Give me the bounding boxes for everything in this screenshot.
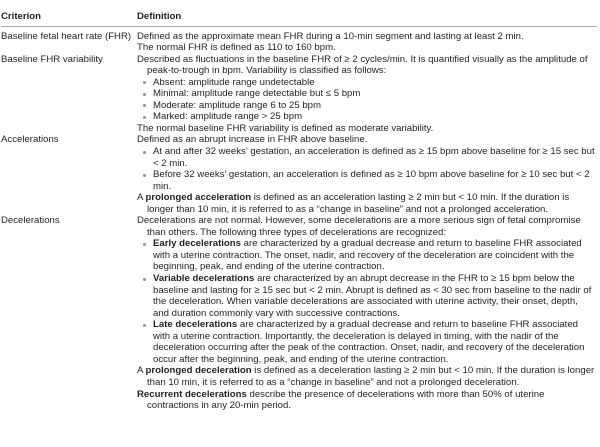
bullet-text: Moderate: amplitude range 6 to 25 bpm [153,99,321,111]
prefix-text: A [137,192,146,204]
definition-cell [137,215,597,411]
bullet-icon [143,93,146,96]
bullet-item-early-decelerations [137,238,595,273]
bullet-icon [143,174,146,177]
bullet-text: Minimal: amplitude range detectable but ≤ 5 bpm [153,88,361,100]
table-header-row [1,11,597,27]
prolonged-acceleration-paragraph [137,192,595,215]
bullet-icon [143,324,146,327]
bullet-text: Absent: amplitude range undetectable [153,76,315,88]
bullet-icon [143,81,146,84]
prefix-text: A [137,365,146,377]
definition-paragraph: Defined as the approximate mean FHR during a 10-min segment and lasting at least 2 min. [137,30,524,42]
table-row-baseline-variability [1,54,597,135]
term-late-decelerations: Late decelerations [153,319,238,331]
bullet-item [137,146,595,169]
term-definition: is defined as a deceleration lasting ≥ 2 min but < 10 min. If the duration is longer than 10 min, it is referred to as a “change in baseline” and not a prolonged deceleration. [147,365,595,388]
criterion-cell: Baseline FHR variability [1,53,103,65]
header-criterion: Criterion [1,11,41,22]
term-definition: are characterized by an abrupt decrease in the FHR to ≥ 15 bpm below the baseline and lasting for ≥ 15 sec but < 2 min. Abrupt is defined as < 30 sec from baseline to the nadir of the deceleration. When variable decelerations are associated with uterine activity, their onset, depth, and duration commonly vary with successive contractions. [153,273,592,319]
bullet-icon [143,243,146,246]
bullet-item [137,88,595,100]
term-prolonged-acceleration: prolonged acceleration [145,192,252,204]
table-row-accelerations [1,134,597,215]
bullet-text: At and after 32 weeks’ gestation, an acceleration is defined as ≥ 15 bpm above baseline for ≥ 15 sec but < 2 min. [153,146,595,169]
bullet-item-variable-decelerations [137,273,595,319]
definition-cell [137,134,597,215]
definition-paragraph: The normal FHR is defined as 110 to 160 bpm. [137,42,336,54]
term-variable-decelerations: Variable decelerations [153,273,255,285]
definition-cell [137,31,597,54]
prolonged-deceleration-paragraph [137,365,595,388]
bullet-icon [143,116,146,119]
term-early-decelerations: Early decelerations [153,238,241,250]
recurrent-decelerations-paragraph [137,389,595,412]
definition-intro: Described as fluctuations in the baseline FHR of ≥ 2 cycles/min. It is quantified visually as the amplitude of peak-to-trough in bpm. Variability is classified as follows: [137,53,588,77]
term-prolonged-deceleration: prolonged deceleration [145,365,252,377]
term-definition: is defined as an acceleration lasting ≥ 2 min but < 10 min. If the duration is longer than 10 min, it is referred to as a “change in baseline” and not a prolonged acceleration. [147,192,570,215]
term-definition: are characterized by a gradual decrease and return to baseline FHR associated with a uterine contraction. The onset, nadir, and recovery of the deceleration are coincident with the beginning, peak, and ending of the uterine contraction. [153,238,582,273]
bullet-icon [143,151,146,154]
bullet-item [137,111,595,123]
term-recurrent-decelerations: Recurrent decelerations [137,388,247,400]
definition-cell [137,54,597,135]
bullet-icon [143,104,146,107]
header-definition: Definition [137,11,182,22]
table-row-decelerations [1,215,597,411]
bullet-item-late-decelerations [137,319,595,365]
definition-intro: Defined as an abrupt increase in FHR above baseline. [137,134,368,146]
criterion-cell: Baseline fetal heart rate (FHR) [1,30,132,42]
bullet-icon [143,278,146,281]
bullet-text: Before 32 weeks’ gestation, an acceleration is defined as ≥ 10 bpm above baseline for ≥ 10 sec but < 2 min. [153,169,590,192]
term-definition: describe the presence of decelerations with more than 50% of uterine contractions in any 20-min period. [147,388,545,412]
bullet-item [137,169,595,192]
term-definition: are characterized by a gradual decrease and return to baseline FHR associated with a uterine contraction. Importantly, the deceleration is delayed in timing, with the nadir of the deceleration occurring after the peak of the contraction. Onset, nadir, and recovery of the deceleration occur after the beginning, peak, and ending of the uterine contraction. [153,319,585,365]
bullet-item [137,100,595,112]
criterion-cell: Decelerations [1,215,60,227]
bullet-text: Marked: amplitude range > 25 bpm [153,111,303,123]
bullet-item [137,77,595,89]
fhr-criteria-table [1,11,597,412]
criterion-cell: Accelerations [1,134,59,146]
definition-intro: Decelerations are not normal. However, some decelerations are a more serious sign of fetal compromise than others. The following three types of decelerations are recognized: [137,215,581,238]
definition-outro: The normal baseline FHR variability is defined as moderate variability. [137,122,434,134]
table-row-baseline-fhr [1,31,597,54]
